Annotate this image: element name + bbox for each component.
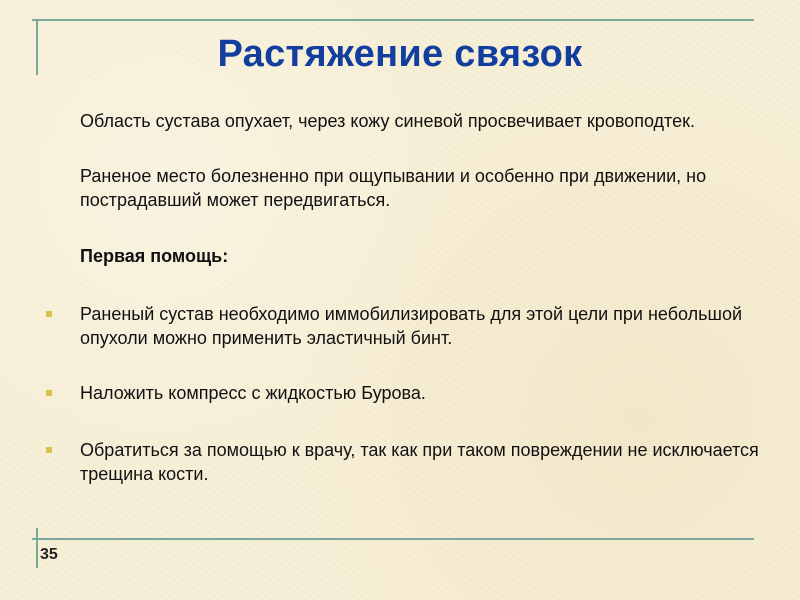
slide-title: Растяжение связок (217, 33, 583, 75)
paragraph-symptoms-1: Область сустава опухает, через кожу синевой просвечивает кровоподтек. (80, 111, 695, 131)
list-item (80, 438, 760, 486)
square-bullet-icon (46, 390, 52, 396)
list-item-text: Обратиться за помощью к врачу, так как при таком повреждении не исключается трещина кости. (80, 440, 759, 484)
list-item (80, 302, 760, 350)
paragraph-symptoms-2: Раненое место болезненно при ощупывании и особенно при движении, но пострадавший может передвигаться. (80, 166, 707, 210)
list-item (80, 381, 760, 405)
list-item-text: Раненый сустав необходимо иммобилизировать для этой цели при небольшой опухоли можно применить эластичный бинт. (80, 304, 743, 348)
bottom-divider-line (32, 538, 754, 540)
top-divider-line (32, 19, 754, 21)
bottom-vertical-accent (36, 528, 38, 568)
square-bullet-icon (46, 447, 52, 453)
first-aid-heading: Первая помощь: (80, 246, 229, 266)
square-bullet-icon (46, 311, 52, 317)
slide-number: 35 (40, 546, 58, 563)
list-item-text: Наложить компресс с жидкостью Бурова. (80, 383, 426, 403)
